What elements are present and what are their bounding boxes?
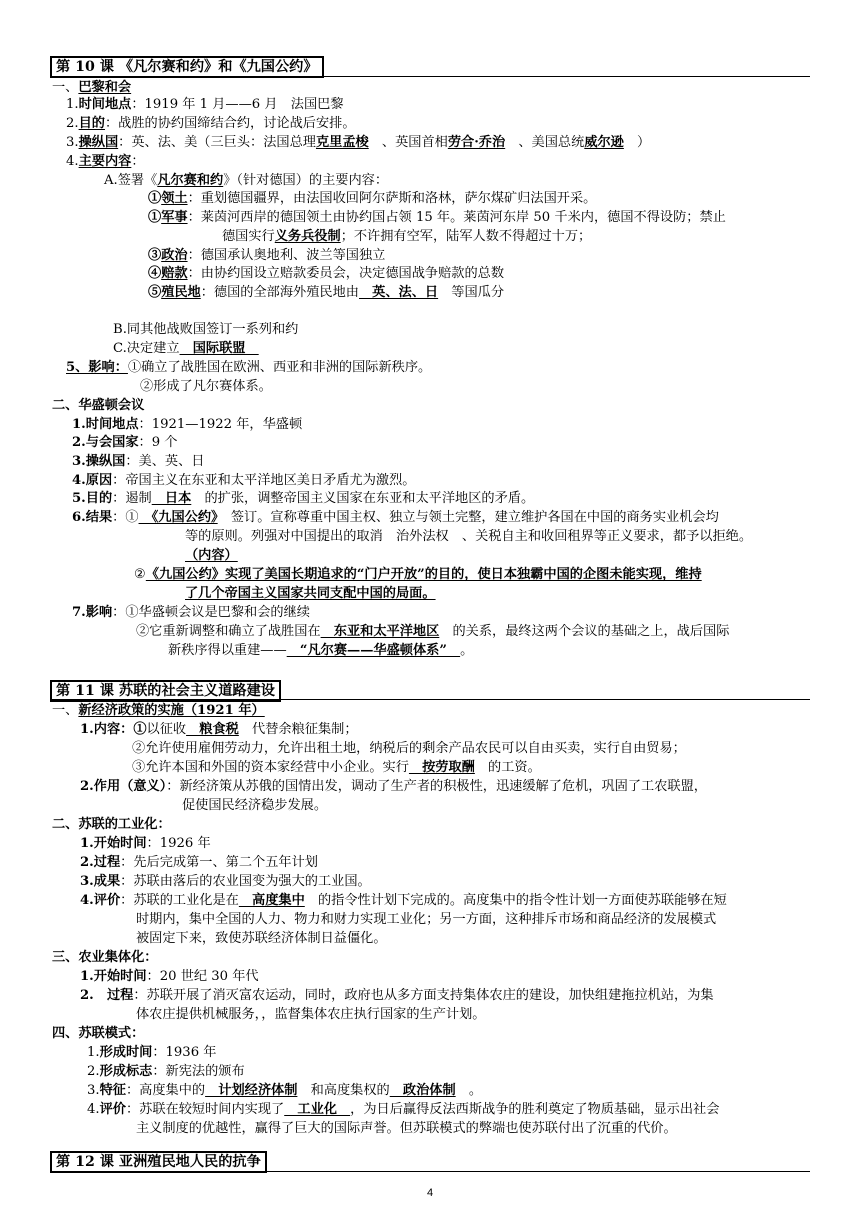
text-line-s1	[52, 79, 131, 97]
text-segment: ：德国承认奥地利、波兰等国独立	[187, 248, 386, 263]
text-segment: ；不许拥有空军，陆军人数不得超过十万；	[340, 229, 592, 244]
text-segment: 7.影响	[72, 605, 113, 620]
text-segment: （内容）	[185, 548, 238, 563]
text-segment: 政治	[161, 248, 188, 263]
text-line-t1-1b	[132, 740, 686, 758]
text-segment: 的工资。	[474, 760, 541, 775]
text-line-s1-4a2b	[222, 228, 591, 246]
text-segment: 4.评价	[80, 893, 121, 908]
text-segment: ：	[131, 154, 145, 169]
text-segment: 的指令性计划下完成的。高度集中的指令性计划一方面使苏联能够在短	[304, 893, 727, 908]
text-segment: 3.	[66, 135, 79, 150]
text-line-s1-5	[66, 359, 431, 377]
text-line-t4	[52, 1025, 144, 1043]
text-segment: C.决定建立	[113, 341, 180, 356]
text-segment: 新经济政策的实施（1921 年）	[78, 703, 265, 718]
text-segment: 劳合·乔治	[447, 135, 506, 150]
text-segment: ②	[134, 567, 146, 582]
text-segment: ：1926 年	[146, 836, 211, 851]
text-segment: 1.开始时间	[80, 836, 147, 851]
text-segment: 的关系，最终这两个会议的基础之上，战后国际	[439, 624, 730, 639]
text-segment: 4.原因	[72, 473, 113, 488]
text-segment: ：1919 年 1 月——6 月 法国巴黎	[131, 97, 344, 112]
text-segment: ：由协约国设立赔款委员会，决定德国战争赔款的总数	[187, 266, 505, 281]
text-segment: 操纵国	[78, 135, 119, 150]
page-number: 4	[426, 1187, 434, 1199]
text-segment: 、英国首相	[368, 135, 448, 150]
text-segment: 1.	[66, 97, 79, 112]
text-segment: ④	[148, 266, 162, 281]
text-segment: 评价	[99, 1102, 126, 1117]
text-segment: 殖民地	[161, 285, 201, 300]
text-segment: ：英、法、美（三巨头：法国总理	[118, 135, 316, 150]
text-segment: ：遏制	[112, 491, 152, 506]
text-segment: 2.	[66, 116, 79, 131]
text-line-t2-2	[80, 854, 318, 872]
text-segment: 2. 过程	[80, 988, 134, 1003]
lesson-12-heading: 第 12 课 亚洲殖民地人民的抗争	[50, 1151, 267, 1173]
text-segment: 2.与会国家	[72, 435, 139, 450]
text-segment: 德国实行	[222, 229, 275, 244]
text-line-s2-1	[72, 416, 302, 434]
text-segment: 粮食税	[186, 722, 239, 737]
text-line-s2-7b	[136, 623, 729, 641]
text-segment: ：重划德国疆界，由法国收回阿尔萨斯和洛林，萨尔煤矿归法国开采。	[187, 191, 597, 206]
text-line-t2-3	[80, 873, 371, 891]
text-segment: 目的	[78, 116, 105, 131]
text-segment: ：苏联开展了消灭富农运动，同时，政府也从多方面支持集体农庄的建设，加快组建拖拉机站，为集	[133, 988, 714, 1003]
text-segment: 《九国公约》实现了美国长期追求的“门户开放”的目的，使日本独霸中国的企图未能实现，维持	[145, 567, 702, 582]
text-line-t3	[52, 949, 158, 967]
text-segment: B.同其他战败国签订一系列和约	[113, 322, 299, 337]
text-segment: 2.	[87, 1064, 100, 1079]
text-segment: ）	[623, 135, 651, 150]
text-segment: 签订。宣称尊重中国主权、独立与领土完整，建立维护各国在中国的商务实业机会均	[217, 510, 719, 525]
text-segment: 威尔逊	[584, 135, 624, 150]
text-line-s1-4	[66, 153, 145, 171]
text-line-s2-6	[72, 509, 719, 527]
text-segment: 四、苏联模式：	[52, 1026, 145, 1041]
text-segment: 政治体制	[389, 1083, 456, 1098]
text-line-s1-4a5	[148, 284, 504, 302]
text-segment: ：苏联在较短时间内实现了	[125, 1102, 285, 1117]
text-line-s1-4c	[113, 340, 259, 358]
text-line-t2-4	[80, 892, 727, 910]
text-segment: ：高度集中的	[125, 1083, 206, 1098]
text-segment: 了几个帝国主义国家共同支配中国的局面。	[185, 586, 436, 601]
text-line-t4-4	[87, 1101, 719, 1119]
text-segment: 时期内，集中全国的人力、物力和财力实现工业化；另一方面，这种排斥市场和商品经济的发展模式	[136, 912, 717, 927]
text-segment: 一、	[52, 703, 79, 718]
text-segment: 体农庄提供机械服务，，监督集体农庄执行国家的生产计划。	[136, 1007, 486, 1022]
text-segment: 。	[455, 1083, 483, 1098]
text-line-s1-3	[66, 134, 650, 152]
text-segment: ①确立了战胜国在欧洲、西亚和非洲的国际新秩序。	[127, 360, 432, 375]
text-line-s1-1	[66, 96, 344, 114]
text-segment: 3.操纵国	[72, 454, 126, 469]
text-segment: ：1921—1922 年，华盛顿	[138, 417, 303, 432]
text-line-s2-6d	[134, 566, 702, 584]
text-segment: 等的原则。列强对中国提出的取消 治外法权 、关税自主和收回租界等正义要求，都予以拒绝。	[185, 529, 753, 544]
text-segment: ：莱茵河西岸的德国领土由协约国占领 15 年。莱茵河东岸 50 千米内，德国不得设防；禁止	[187, 210, 726, 225]
text-segment: 2.作用（意义）	[80, 779, 167, 794]
text-segment: ：1936 年	[152, 1045, 217, 1060]
text-segment: 赔款	[161, 266, 188, 281]
text-line-s1-5b	[140, 378, 272, 396]
text-line-s2-5	[72, 490, 534, 508]
text-line-t3-2	[80, 987, 714, 1005]
lesson-10-heading: 第 10 课 《凡尔赛和约》和《九国公约》	[50, 56, 324, 78]
text-segment: ：20 世纪 30 年代	[146, 969, 259, 984]
text-line-s1-4a	[104, 172, 388, 190]
text-segment: 工业化	[284, 1102, 351, 1117]
text-line-t2-1	[80, 835, 211, 853]
text-segment: 形成标志	[99, 1064, 153, 1079]
text-segment: 3.	[87, 1083, 100, 1098]
text-segment: ：帝国主义在东亚和太平洋地区美日矛盾尤为激烈。	[112, 473, 416, 488]
text-line-s1-4a4	[148, 265, 504, 283]
text-segment: ：9 个	[138, 435, 178, 450]
text-segment: ：①华盛顿会议是巴黎和会的继续	[112, 605, 310, 620]
text-line-s1-4a2	[148, 209, 726, 227]
text-segment: ：美、英、日	[125, 454, 205, 469]
text-line-t2-4c	[136, 930, 387, 948]
text-line-s2-2	[72, 434, 178, 452]
text-segment: 1.开始时间	[80, 969, 147, 984]
text-segment: ①	[148, 210, 162, 225]
text-segment: ：德国的全部海外殖民地由	[200, 285, 359, 300]
text-segment: ①	[148, 191, 162, 206]
text-segment: ：苏联的工业化是在	[120, 893, 239, 908]
text-segment: 巴黎和会	[78, 80, 132, 95]
text-line-s2	[52, 397, 144, 415]
text-segment: 1.内容：	[80, 722, 134, 737]
text-line-t2	[52, 816, 171, 834]
text-segment: ⑤	[148, 285, 162, 300]
text-segment: 和高度集权的	[297, 1083, 390, 1098]
text-line-t1-1	[80, 721, 358, 739]
text-segment: 军事	[161, 210, 188, 225]
text-segment: 6.结果	[72, 510, 113, 525]
text-segment: 义务兵役制	[274, 229, 341, 244]
text-segment: 二、华盛顿会议	[52, 398, 145, 413]
text-line-s2-7c	[168, 642, 473, 660]
text-line-t1-2	[80, 778, 707, 796]
text-segment: 按劳取酬	[408, 760, 475, 775]
text-segment: 主义制度的优越性，赢得了巨大的国际声誉。但苏联模式的弊端也使苏联付出了沉重的代价。	[136, 1121, 677, 1136]
lesson-11-heading: 第 11 课 苏联的社会主义道路建设	[50, 680, 281, 702]
text-segment: ②允许使用雇佣劳动力，允许出租土地，纳税后的剩余产品农民可以自由买卖，实行自由贸易；	[132, 741, 686, 756]
text-segment: 等国瓜分	[438, 285, 505, 300]
text-line-t1-1c	[132, 759, 541, 777]
text-line-s1-4b	[113, 321, 298, 339]
text-line-t1-2b	[182, 797, 327, 815]
text-segment: 3.成果	[80, 874, 121, 889]
text-segment: 1.	[87, 1045, 100, 1060]
text-segment: 5、影响：	[66, 360, 128, 375]
text-segment: ，为日后赢得反法西斯战争的胜利奠定了物质基础，显示出社会	[350, 1102, 720, 1117]
text-line-t4-1	[87, 1044, 216, 1062]
text-line-s1-4a3	[148, 247, 385, 265]
text-segment: 《九国公约》	[138, 510, 218, 525]
text-segment: 三、农业集体化：	[52, 950, 158, 965]
text-segment: 4.	[87, 1102, 100, 1117]
text-segment: 克里孟梭	[315, 135, 369, 150]
text-segment: 。	[460, 643, 474, 658]
text-segment: 国际联盟	[179, 341, 259, 356]
text-line-t4-4b	[136, 1120, 677, 1138]
text-segment: 领土	[161, 191, 188, 206]
text-segment: 形成时间	[99, 1045, 153, 1060]
text-line-s2-7	[72, 604, 310, 622]
text-segment: 以征收	[146, 722, 187, 737]
text-segment: ③允许本国和外国的资本家经营中小企业。实行	[132, 760, 409, 775]
text-segment: ：新宪法的颁布	[152, 1064, 245, 1079]
text-segment: 》（针对德国）的主要内容：	[223, 173, 389, 188]
text-segment: 1.时间地点	[72, 417, 139, 432]
text-segment: ①	[133, 722, 147, 737]
text-segment: 二、苏联的工业化：	[52, 817, 171, 832]
text-segment: ③	[148, 248, 162, 263]
text-segment: ：苏联由落后的农业国变为强大的工业国。	[120, 874, 371, 889]
text-segment: 的扩张，调整帝国主义国家在东亚和太平洋地区的矛盾。	[191, 491, 535, 506]
text-line-t4-2	[87, 1063, 245, 1081]
text-segment: 时间地点	[78, 97, 132, 112]
text-segment: 、美国总统	[505, 135, 585, 150]
text-segment: 5.目的	[72, 491, 113, 506]
text-line-t3-2b	[136, 1006, 485, 1024]
text-segment: ：先后完成第一、第二个五年计划	[120, 855, 318, 870]
text-segment: 被固定下来，致使苏联经济体制日益僵化。	[136, 931, 387, 946]
text-segment: 凡尔赛和约	[157, 173, 224, 188]
text-segment: “凡尔赛——华盛顿体系”	[286, 643, 461, 658]
text-segment: ②它重新调整和确立了战胜国在	[136, 624, 321, 639]
text-line-s2-3	[72, 453, 204, 471]
text-segment: 东亚和太平洋地区	[320, 624, 440, 639]
text-segment: ：新经济策从苏俄的国情出发，调动了生产者的积极性，迅速缓解了危机，巩固了工农联盟，	[166, 779, 707, 794]
text-line-s2-6c	[185, 547, 238, 565]
text-line-s2-4	[72, 472, 415, 490]
text-line-t3-1	[80, 968, 259, 986]
text-line-s2-6b	[185, 528, 752, 546]
text-segment: 新秩序得以重建——	[168, 643, 287, 658]
text-segment: 高度集中	[238, 893, 305, 908]
text-line-t1	[52, 702, 265, 720]
text-segment: 英、法、日	[359, 285, 439, 300]
text-segment: 特征	[99, 1083, 126, 1098]
text-segment: 4.	[66, 154, 79, 169]
text-line-s1-4a1	[148, 190, 596, 208]
text-line-t4-3	[87, 1082, 482, 1100]
text-line-s2-6e	[185, 585, 436, 603]
text-segment: 促使国民经济稳步发展。	[182, 798, 328, 813]
text-segment: 日本	[151, 491, 192, 506]
text-line-t2-4b	[136, 911, 716, 929]
text-segment: ②形成了凡尔赛体系。	[140, 379, 272, 394]
text-segment: A.签署《	[104, 173, 158, 188]
text-segment: 主要内容	[78, 154, 132, 169]
text-segment: 计划经济体制	[205, 1083, 298, 1098]
text-segment: ：①	[112, 510, 139, 525]
text-segment: 代替余粮征集制；	[238, 722, 358, 737]
text-line-s1-2	[66, 115, 356, 133]
text-segment: ：战胜的协约国缔结合约，讨论战后安排。	[104, 116, 356, 131]
text-segment: 一、	[52, 80, 79, 95]
text-segment: 2.过程	[80, 855, 121, 870]
